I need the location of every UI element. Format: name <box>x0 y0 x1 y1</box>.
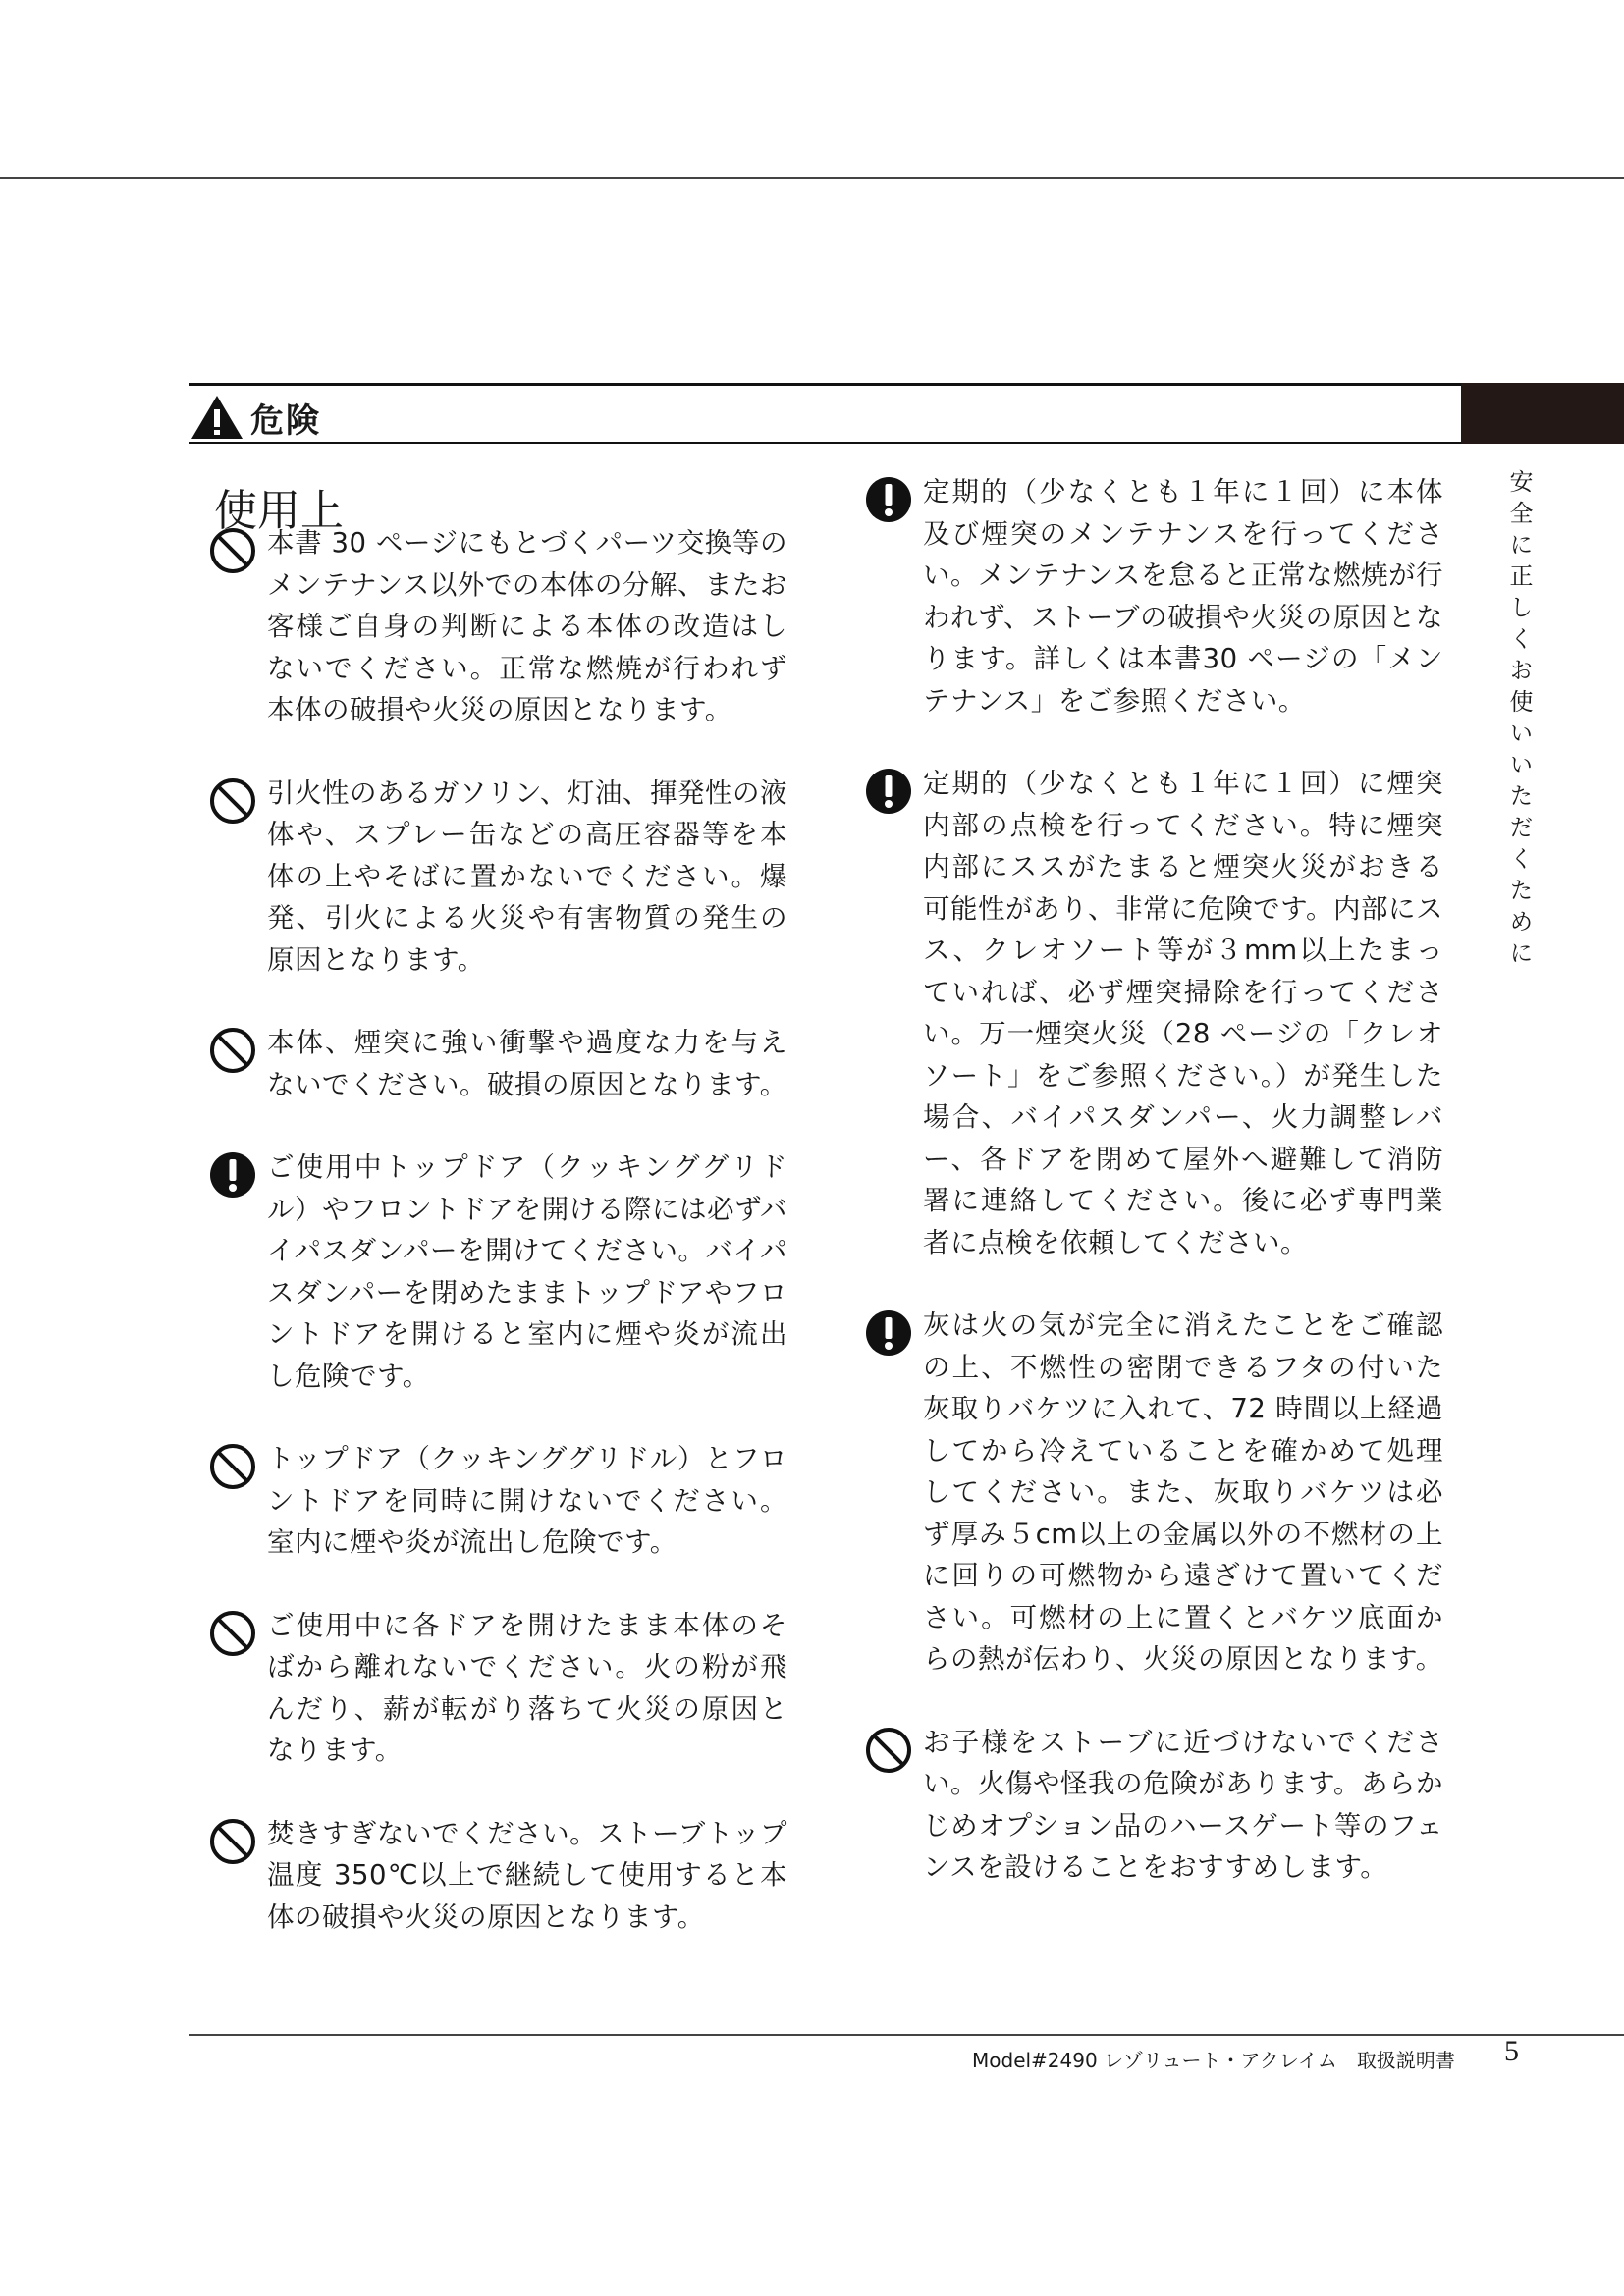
mandatory-icon <box>864 1308 913 1358</box>
safety-item-text: 焚きすぎないでください。ストーブトップ温度 350℃以上で継続して使用すると本体の破損や火災の原因となります。 <box>267 1817 787 1933</box>
bottom-rule <box>189 2034 1624 2036</box>
safety-item-text: 灰は火の気が完全に消えたことをご確認の上、不燃性の密閉できるフタの付いた灰取りバケツに入れて、72 時間以上経過してから冷えていることを確かめて処理してください。また、灰取りバケツは必ず厚み５cm以上の金属以外の不燃材の上に回りの可燃物から遠ざけて置いてください。可燃材の上に置くとバケツ底面からの熱が伝わり、火災の原因となります。 <box>923 1309 1443 1675</box>
right-column <box>864 471 1443 1930</box>
footer-model-text: Model#2490 レゾリュート・アクレイム 取扱説明書 <box>972 2049 1455 2072</box>
prohibition-icon <box>208 776 257 826</box>
safety-item-text: お子様をストーブに近づけないでください。火傷や怪我の危険があります。あらかじめオプション品のハースゲート等のフェンスを設けることをおすすめします。 <box>923 1726 1443 1883</box>
safety-item-text: 定期的（少なくとも１年に１回）に本体及び煙突のメンテナンスを行ってください。メンテナンスを怠ると正常な燃焼が行われず、ストーブの破損や火災の原因となります。詳しくは本書30 ページの「メンテナンス」をご参照ください。 <box>923 476 1443 717</box>
safety-item-text: 本書 30 ページにもとづくパーツ交換等のメンテナンス以外での本体の分解、またお客様ご自身の判断による本体の改造はしないでください。正常な燃焼が行われず本体の破損や火災の原因となります。 <box>267 527 787 725</box>
section-title: 使用上 <box>214 486 344 536</box>
safety-item <box>864 471 1443 721</box>
safety-item <box>208 1147 787 1397</box>
safety-item <box>208 1605 787 1772</box>
safety-item <box>208 773 787 982</box>
section-tab <box>1461 383 1624 444</box>
safety-item-text: ご使用中トップドア（クッキンググリドル）やフロントドアを開ける際には必ずバイパスダンパーを開けてください。バイパスダンパーを閉めたままトップドアやフロントドアを開けると室内に煙や炎が流出し危険です。 <box>267 1151 787 1392</box>
prohibition-icon <box>208 1442 257 1491</box>
safety-item-text: トップドア（クッキンググリドル）とフロントドアを同時に開けないでください。室内に煙や炎が流出し危険です。 <box>267 1443 787 1558</box>
mandatory-icon <box>208 1150 257 1200</box>
top-rule <box>0 177 1624 179</box>
safety-item-text: ご使用中に各ドアを開けたまま本体のそばから離れないでください。火の粉が飛んだり、薪が転がり落ちて火災の原因となります。 <box>267 1609 787 1766</box>
prohibition-icon <box>208 1609 257 1658</box>
safety-item <box>208 522 787 731</box>
prohibition-icon <box>208 526 257 575</box>
safety-item-text: 本体、煙突に強い衝撃や過度な力を与えないでください。破損の原因となります。 <box>267 1027 787 1100</box>
mandatory-icon <box>864 475 913 524</box>
safety-item-text: 定期的（少なくとも１年に１回）に煙突内部の点検を行ってください。特に煙突内部にススがたまると煙突火災がおきる可能性があり、非常に危険です。内部にスス、クレオソート等が３mm以上たまっていれば、必ず煙突掃除を行ってください。万一煙突火災（28 ページの「クレオソート」をご参照ください。）が発生した場合、バイパスダンパー、火力調整レバー、各ドアを閉めて屋外へ避難して消防署に連絡してください。後に必ず専門業者に点検を依頼してください。 <box>923 768 1443 1258</box>
warning-triangle-icon <box>189 394 244 441</box>
left-column <box>208 522 787 1979</box>
safety-item-text: 引火性のあるガソリン、灯油、揮発性の液体や、スプレー缶などの高圧容器等を本体の上やそばに置かないでください。爆発、引火による火災や有害物質の発生の原因となります。 <box>267 776 787 976</box>
safety-item <box>208 1438 787 1564</box>
prohibition-icon <box>208 1817 257 1866</box>
safety-item <box>208 1813 787 1939</box>
safety-item <box>864 1722 1443 1889</box>
page-number: 5 <box>1504 2035 1519 2067</box>
safety-item <box>864 1305 1443 1681</box>
danger-header <box>189 383 1624 444</box>
prohibition-icon <box>864 1726 913 1775</box>
safety-item <box>208 1022 787 1105</box>
side-label: 安全に正しくお使いいただくために <box>1505 469 1533 972</box>
prohibition-icon <box>208 1026 257 1075</box>
mandatory-icon <box>864 767 913 816</box>
safety-item <box>864 763 1443 1263</box>
danger-title: 危険 <box>250 401 321 441</box>
